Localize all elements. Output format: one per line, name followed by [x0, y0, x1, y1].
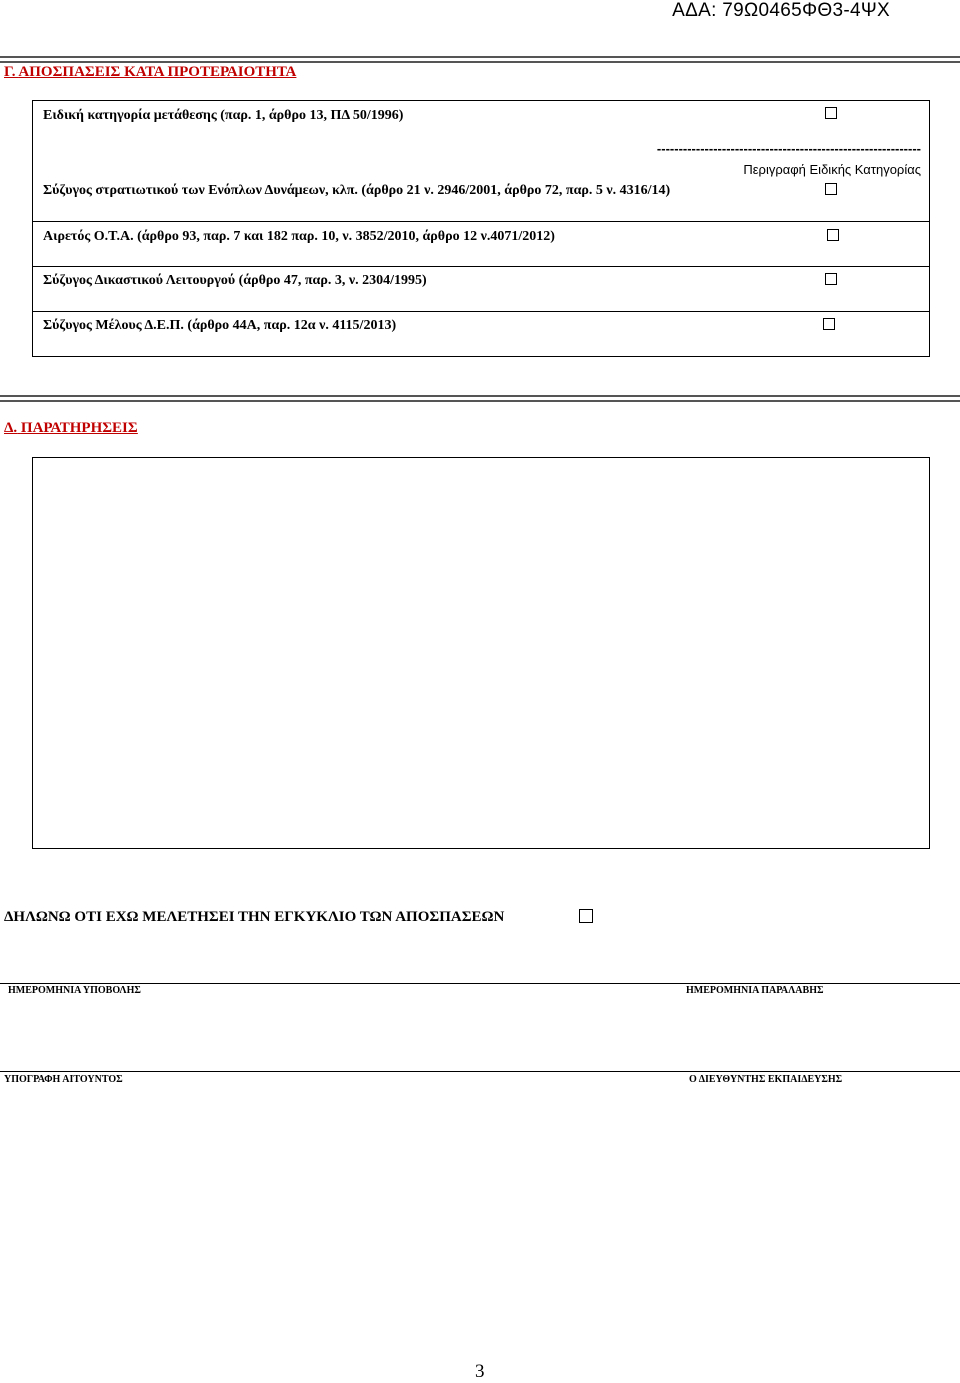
- priority-secondment-box: [32, 100, 930, 357]
- section-d-heading: ΠΑΡΑΤΗΡΗΣΕΙΣ: [20, 420, 138, 436]
- special-category-checkbox[interactable]: [825, 107, 837, 119]
- declaration-text: ΔΗΛΩΝΩ ΟΤΙ ΕΧΩ ΜΕΛΕΤΗΣΕΙ ΤΗΝ ΕΓΚΥΚΛΙΟ ΤΩΝ ΑΠΟΣΠΑΣΕΩΝ: [4, 909, 505, 925]
- elected-ota-checkbox[interactable]: [827, 229, 839, 241]
- judicial-spouse-label: Σύζυγος Δικαστικού Λειτουργού (άρθρο 47, παρ. 3, ν. 2304/1995): [43, 273, 427, 288]
- dep-member-spouse-label: Σύζυγος Μέλους Δ.Ε.Π. (άρθρο 44Α, παρ. 12α ν. 4115/2013): [43, 318, 397, 333]
- military-spouse-checkbox[interactable]: [825, 183, 837, 195]
- receipt-date-label: ΗΜΕΡΟΜΗΝΙΑ ΠΑΡΑΛΑΒΗΣ: [686, 985, 824, 996]
- ada-code: ΑΔΑ: 79Ω0465ΦΘ3-4ΨΧ: [672, 0, 890, 21]
- elected-ota-label: Αιρετός Ο.Τ.Α. (άρθρο 93, παρ. 7 και 182 παρ. 10, ν. 3852/2010, άρθρο 12 ν.4071/2012): [43, 229, 555, 244]
- remarks-textarea[interactable]: [32, 457, 930, 849]
- section-g-letter: Γ.: [4, 64, 16, 80]
- date-line: [0, 983, 960, 984]
- middle-divider: [0, 395, 960, 402]
- section-d-title: [4, 420, 138, 437]
- section-g-heading: ΑΠΟΣΠΑΣΕΙΣ ΚΑΤΑ ΠΡΟΤΕΡΑΙΟΤΗΤΑ: [18, 64, 297, 80]
- description-dashes: -------------------------------------------------------------: [656, 141, 921, 156]
- row-divider: [33, 221, 929, 222]
- dep-member-spouse-checkbox[interactable]: [823, 318, 835, 330]
- declaration-checkbox[interactable]: [579, 909, 593, 923]
- top-divider: [0, 56, 960, 63]
- page-number: 3: [475, 1361, 485, 1382]
- submission-date-label: ΗΜΕΡΟΜΗΝΙΑ ΥΠΟΒΟΛΗΣ: [8, 985, 141, 996]
- row-divider: [33, 266, 929, 267]
- military-spouse-label: Σύζυγος στρατιωτικού των Ενόπλων Δυνάμεων, κλπ. (άρθρο 21 ν. 2946/2001, άρθρο 72, παρ. 5 ν. 4316/14): [43, 183, 671, 198]
- row-divider: [33, 311, 929, 312]
- judicial-spouse-checkbox[interactable]: [825, 273, 837, 285]
- special-category-label: Ειδική κατηγορία μετάθεσης (παρ. 1, άρθρο 13, ΠΔ 50/1996): [43, 108, 404, 123]
- section-g-title: [4, 64, 296, 81]
- director-label: Ο ΔΙΕΥΘΥΝΤΗΣ ΕΚΠΑΙΔΕΥΣΗΣ: [689, 1074, 843, 1085]
- applicant-signature-label: ΥΠΟΓΡΑΦΗ ΑΙΤΟΥΝΤΟΣ: [4, 1074, 123, 1085]
- description-label: Περιγραφή Ειδικής Κατηγορίας: [743, 162, 921, 177]
- signature-line: [0, 1071, 960, 1072]
- section-d-letter: Δ.: [4, 420, 18, 436]
